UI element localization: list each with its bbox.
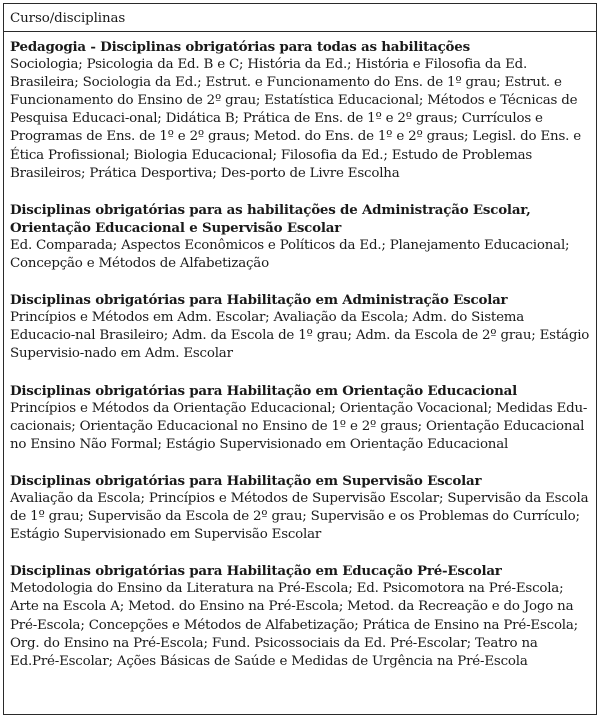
section-text: Princípios e Métodos em Adm. Escolar; Avaliação da Escola; Adm. do Sistema Educacio-nal Brasileiro; Adm. da Escola de 1º grau; Adm. da Escola de 2º grau; Estágio Supervisio-nado em Adm. Escolar xyxy=(10,310,590,362)
section-title: Disciplinas obrigatórias para Habilitação em Orientação Educacional xyxy=(10,382,518,399)
section-title: Disciplinas obrigatórias para as habilitações de Administração Escolar, Orientação Educacional e Supervisão Escolar xyxy=(10,201,531,236)
section-common-habilitations xyxy=(10,201,590,273)
section-educacao-pre-escolar xyxy=(10,562,590,671)
section-title: Disciplinas obrigatórias para Habilitação em Administração Escolar xyxy=(10,292,508,309)
section-supervisao-escolar xyxy=(10,472,590,544)
section-text: Princípios e Métodos da Orientação Educacional; Orientação Vocacional; Medidas Edu-cacionais; Orientação Educacional no Ensino de 1º e 2º graus; Orientação Educacional no Ensino Não Formal; Estágio Supervisionado em Orientação Educacional xyxy=(10,400,588,452)
section-text: Sociologia; Psicologia da Ed. B e C; História da Ed.; História e Filosofia da Ed. Brasileira; Sociologia da Ed.; Estrut. e Funcionamento do Ens. de 1º grau; Estrut. e Funcionamento do Ensino de 2º grau; Estatística Educacional; Métodos e Técnicas de Pesquisa Educaci-onal; Didática B; Prática de Ens. de 1º e 2º graus; Currículos e Programas de Ens. de 1º e 2º graus; Metod. do Ens. de 1º e 2º graus; Legisl. do Ens. e Ética Profissional; Biologia Educacional; Filosofia da Ed.; Estudo de Problemas Brasileiros; Prática Desportiva; Des-porto de Livre Escolha xyxy=(10,57,581,181)
table-body xyxy=(4,32,596,671)
table-header-label: Curso/disciplinas xyxy=(10,11,126,26)
section-title: Pedagogia - Disciplinas obrigatórias para todas as habilitações xyxy=(10,39,470,55)
section-text: Avaliação da Escola; Princípios e Métodos de Supervisão Escolar; Supervisão da Escola de 1º grau; Supervisão da Escola de 2º grau; Supervisão e os Problemas do Currículo; Estágio Supervisionado em Supervisão Escolar xyxy=(10,490,589,543)
table-header xyxy=(4,4,596,32)
section-title: Disciplinas obrigatórias para Habilitação em Educação Pré-Escolar xyxy=(10,563,502,580)
section-orientacao-educacional xyxy=(10,382,590,454)
section-administracao-escolar xyxy=(10,291,590,363)
section-text: Ed. Comparada; Aspectos Econômicos e Políticos da Ed.; Planejamento Educacional; Concepção e Métodos de Alfabetização xyxy=(10,237,570,272)
curriculum-table xyxy=(3,3,597,715)
section-pedagogia xyxy=(10,38,590,183)
section-text: Metodologia do Ensino da Literatura na Pré-Escola; Ed. Psicomotora na Pré-Escola; Arte na Escola A; Metod. do Ensino na Pré-Escola; Metod. da Recreação e do Jogo na Pré-Escola; Concepções e Métodos de Alfabetização; Prática de Ensino na Pré-Escola; Org. do Ensino na Pré-Escola; Fund. Psicossociais da Ed. Pré-Escolar; Teatro na Ed.Pré-Escolar; Ações Básicas de Saúde e Medidas de Urgência na Pré-Escola xyxy=(10,581,578,669)
section-title: Disciplinas obrigatórias para Habilitação em Supervisão Escolar xyxy=(10,472,482,489)
